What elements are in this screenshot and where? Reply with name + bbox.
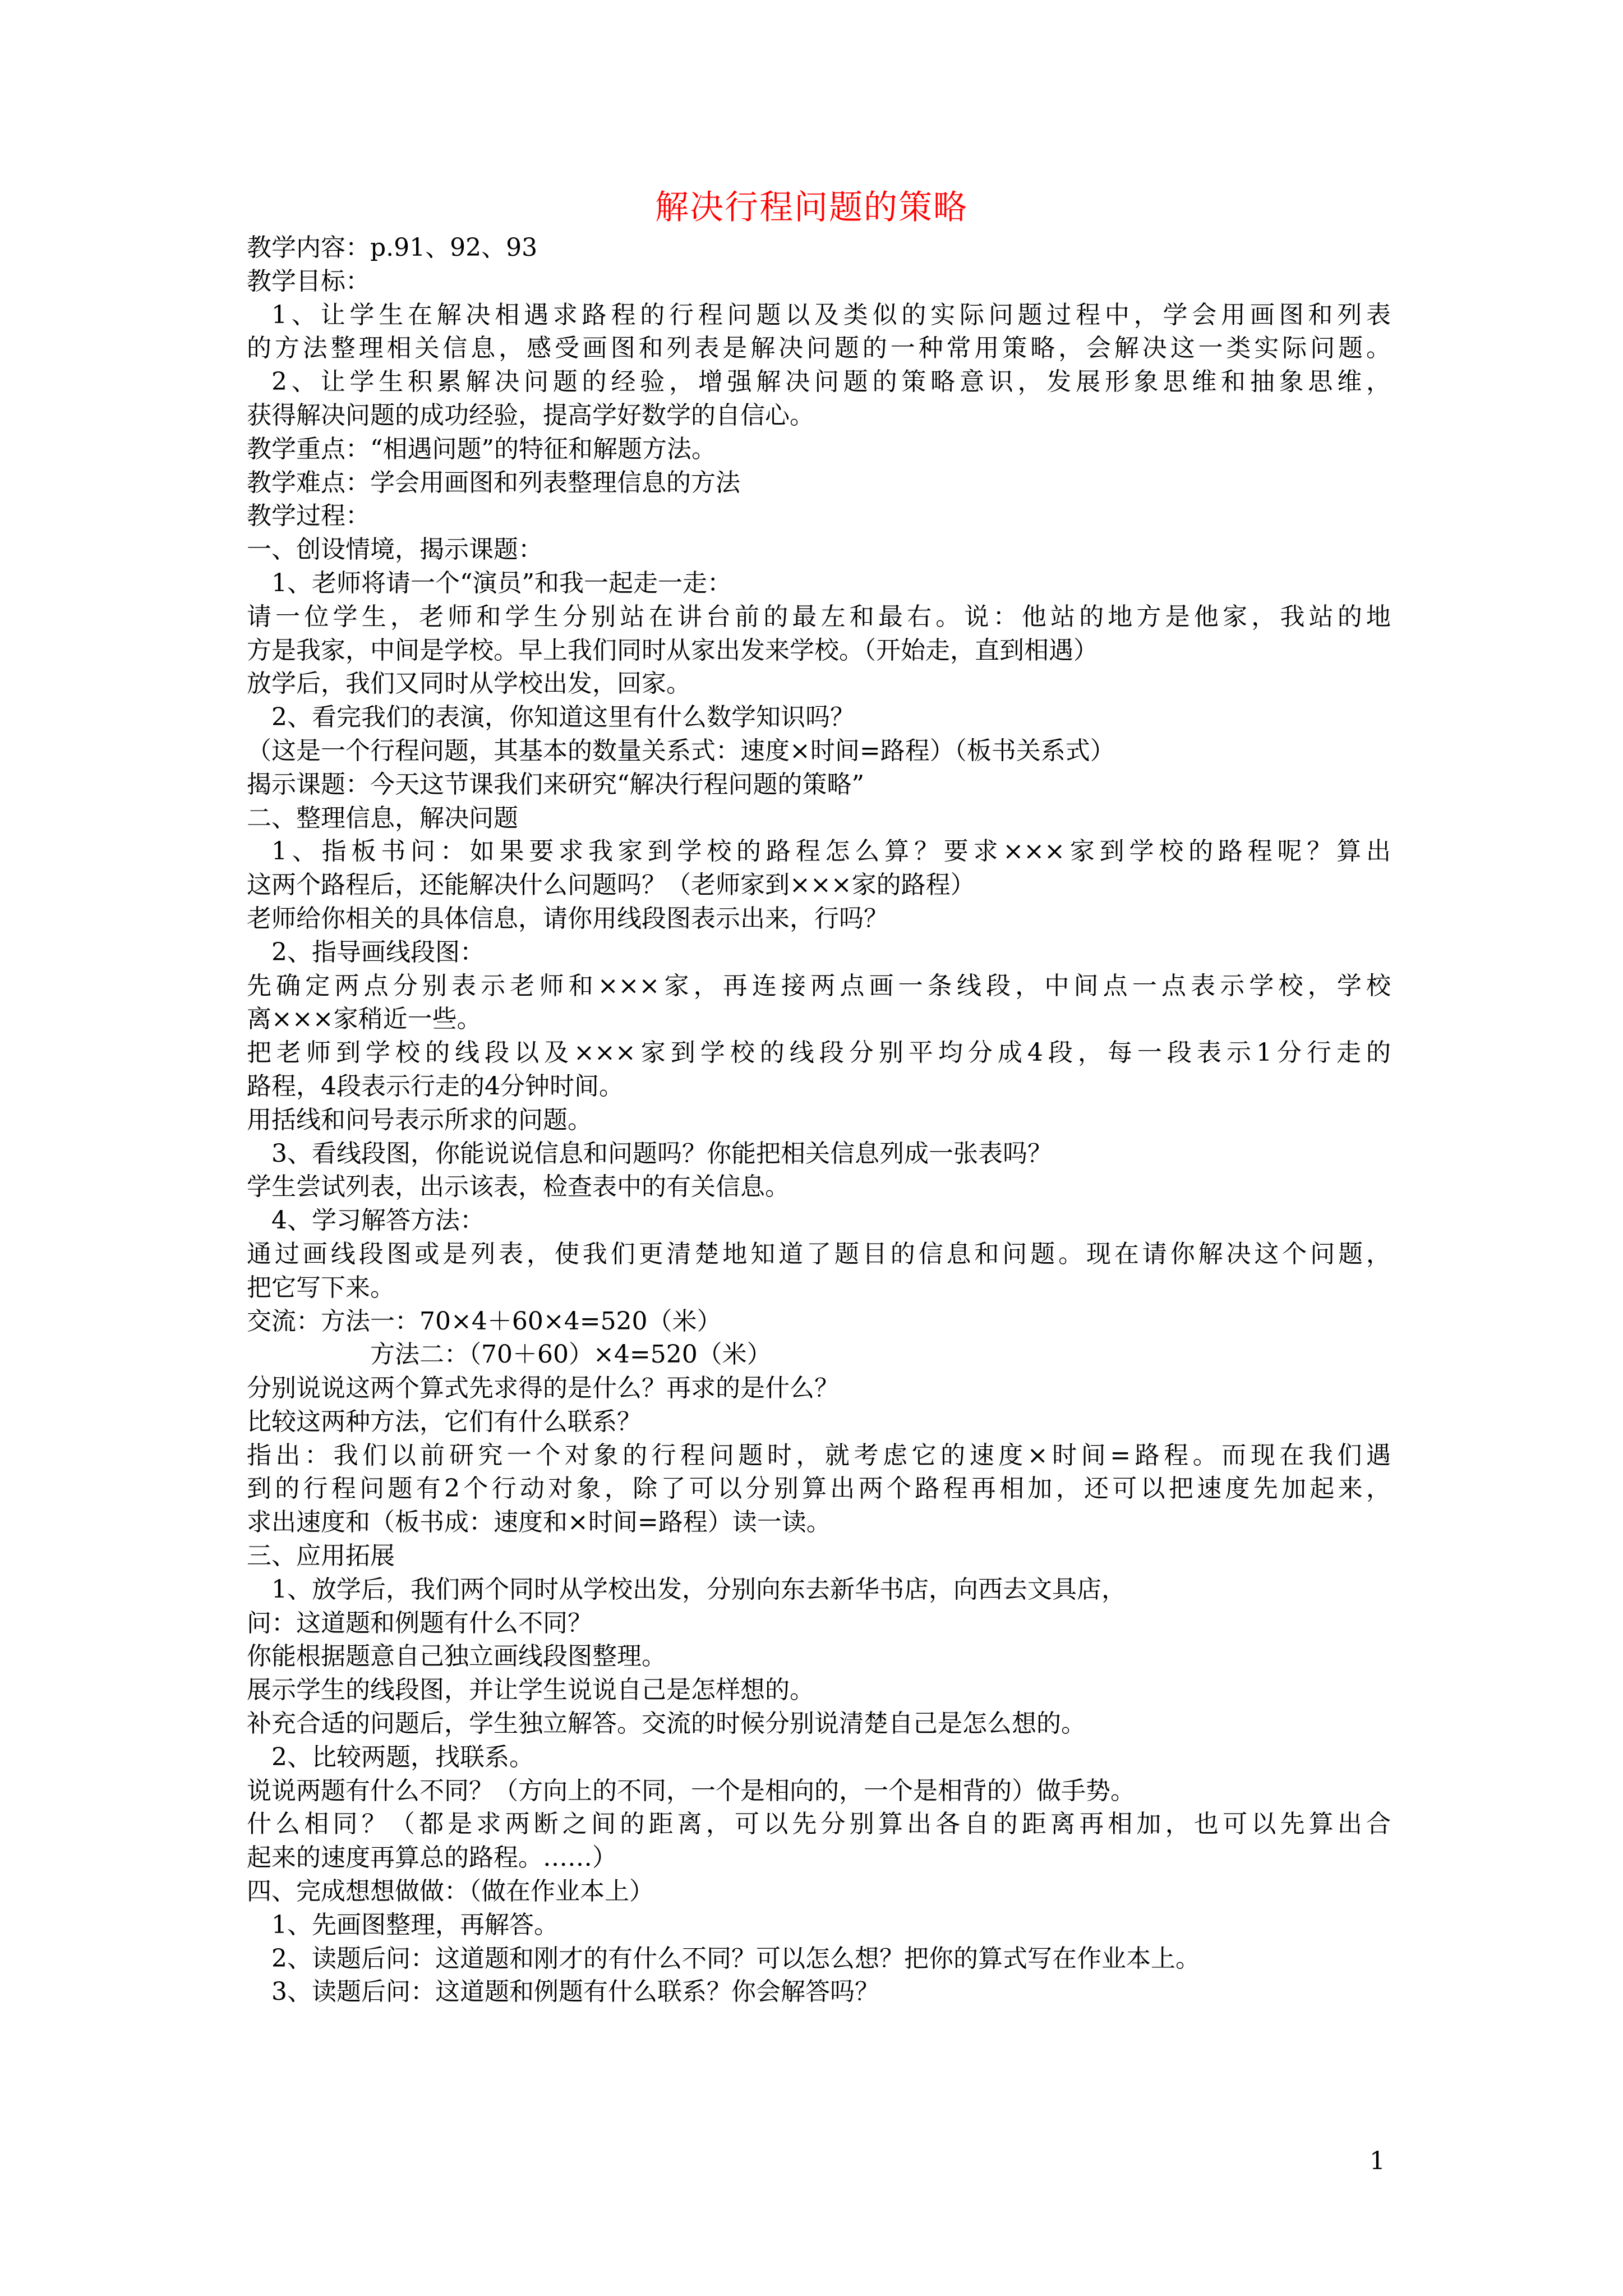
text-line: 老师给你相关的具体信息，请你用线段图表示出来，行吗？ — [247, 904, 888, 933]
text-line: 分别说说这两个算式先求得的是什么？再求的是什么？ — [247, 1374, 839, 1403]
text-line: 获得解决问题的成功经验，提高学好数学的自信心。 — [247, 401, 814, 430]
text-line: 这两个路程后，还能解决什么问题吗？（老师家到×××家的路程） — [247, 871, 975, 900]
text-line: 方法二：（70＋60）×4=520（米） — [370, 1340, 772, 1369]
text-line: 教学重点：“相遇问题”的特征和解题方法。 — [247, 434, 716, 463]
document-body — [247, 231, 1391, 2009]
text-line: 路程，4段表示行走的4分钟时间。 — [247, 1071, 624, 1101]
text-line: 展示学生的线段图，并让学生说说自己是怎样想的。 — [247, 1676, 814, 1705]
text-line: 到的行程问题有2个行动对象，除了可以分别算出两个路程再相加，还可以把速度先加起来， — [247, 1474, 1391, 1503]
text-line: 4、学习解答方法： — [271, 1206, 485, 1235]
text-line: 1、先画图整理，再解答。 — [271, 1910, 559, 1939]
text-line: 比较这两种方法，它们有什么联系？ — [247, 1407, 642, 1436]
text-line: 3、看线段图，你能说说信息和问题吗？你能把相关信息列成一张表吗？ — [271, 1139, 1052, 1168]
text-line: 教学难点：学会用画图和列表整理信息的方法 — [247, 468, 740, 497]
text-line: 揭示课题：今天这节课我们来研究“解决行程问题的策略” — [247, 770, 864, 799]
text-line: 2、看完我们的表演，你知道这里有什么数学知识吗？ — [271, 703, 855, 732]
text-line: 问：这道题和例题有什么不同？ — [247, 1608, 592, 1637]
text-line: 起来的速度再算总的路程。……） — [247, 1843, 617, 1872]
text-line: 一、创设情境，揭示课题： — [247, 535, 543, 564]
text-line: 1、让学生在解决相遇求路程的行程问题以及类似的实际问题过程中，学会用画图和列表 — [271, 300, 1391, 329]
text-line: 交流：方法一：70×4＋60×4=520（米） — [247, 1306, 722, 1336]
text-line: 2、比较两题，找联系。 — [271, 1742, 534, 1772]
text-line: 什么相同？（都是求两断之间的距离，可以先分别算出各自的距离再相加，也可以先算出合 — [247, 1810, 1391, 1839]
text-line: 通过画线段图或是列表，使我们更清楚地知道了题目的信息和问题。现在请你解决这个问题， — [247, 1239, 1391, 1268]
text-line: 说说两题有什么不同？（方向上的不同，一个是相向的，一个是相背的）做手势。 — [247, 1776, 1135, 1805]
text-line: 先确定两点分别表示老师和×××家，再连接两点画一条线段，中间点一点表示学校，学校 — [247, 971, 1391, 1000]
page-number: 1 — [1370, 2147, 1385, 2175]
text-line: 请一位学生，老师和学生分别站在讲台前的最左和最右。说：他站的地方是他家，我站的地 — [247, 602, 1391, 631]
text-line: 三、应用拓展 — [247, 1542, 395, 1571]
text-line: 2、指导画线段图： — [271, 937, 485, 967]
text-line: 指出：我们以前研究一个对象的行程问题时，就考虑它的速度×时间=路程。而现在我们遇 — [247, 1441, 1391, 1470]
text-line: 求出速度和（板书成：速度和×时间=路程）读一读。 — [247, 1508, 831, 1537]
text-line: 四、完成想想做做：（做在作业本上） — [247, 1877, 654, 1906]
text-line: 1、放学后，我们两个同时从学校出发，分别向东去新华书店，向西去文具店， — [271, 1575, 1126, 1604]
text-line: 教学过程： — [247, 501, 370, 531]
text-line: 把它写下来。 — [247, 1273, 395, 1302]
text-line: 二、整理信息，解决问题 — [247, 803, 518, 832]
text-line: 学生尝试列表，出示该表，检查表中的有关信息。 — [247, 1172, 790, 1202]
document-title: 解决行程问题的策略 — [655, 188, 968, 227]
text-line: 3、读题后问：这道题和例题有什么联系？你会解答吗？ — [271, 1977, 879, 2007]
text-line: 1、老师将请一个“演员”和我一起走一走： — [271, 568, 732, 597]
text-line: 的方法整理相关信息，感受画图和列表是解决问题的一种常用策略，会解决这一类实际问题。 — [247, 334, 1391, 363]
text-line: 1、指板书问：如果要求我家到学校的路程怎么算？要求×××家到学校的路程呢？算出 — [271, 837, 1391, 866]
text-line: 方是我家，中间是学校。早上我们同时从家出发来学校。（开始走，直到相遇） — [247, 636, 1098, 665]
text-line: 你能根据题意自己独立画线段图整理。 — [247, 1642, 666, 1671]
text-line: 把老师到学校的线段以及×××家到学校的线段分别平均分成4段，每一段表示1分行走的 — [247, 1038, 1391, 1068]
text-line: （这是一个行程问题，其基本的数量关系式：速度×时间=路程）（板书关系式） — [247, 736, 1115, 765]
text-line: 教学目标： — [247, 266, 370, 296]
text-line: 用括线和问号表示所求的问题。 — [247, 1105, 592, 1134]
text-line: 2、读题后问：这道题和刚才的有什么不同？可以怎么想？把你的算式写在作业本上。 — [271, 1944, 1200, 1973]
text-line: 2、让学生积累解决问题的经验，增强解决问题的策略意识，发展形象思维和抽象思维， — [271, 367, 1391, 397]
text-line: 教学内容：p.91、92、93 — [247, 233, 538, 262]
text-line: 放学后，我们又同时从学校出发，回家。 — [247, 669, 691, 698]
text-line: 补充合适的问题后，学生独立解答。交流的时候分别说清楚自己是怎么想的。 — [247, 1709, 1086, 1738]
text-line: 离×××家稍近一些。 — [247, 1005, 482, 1034]
